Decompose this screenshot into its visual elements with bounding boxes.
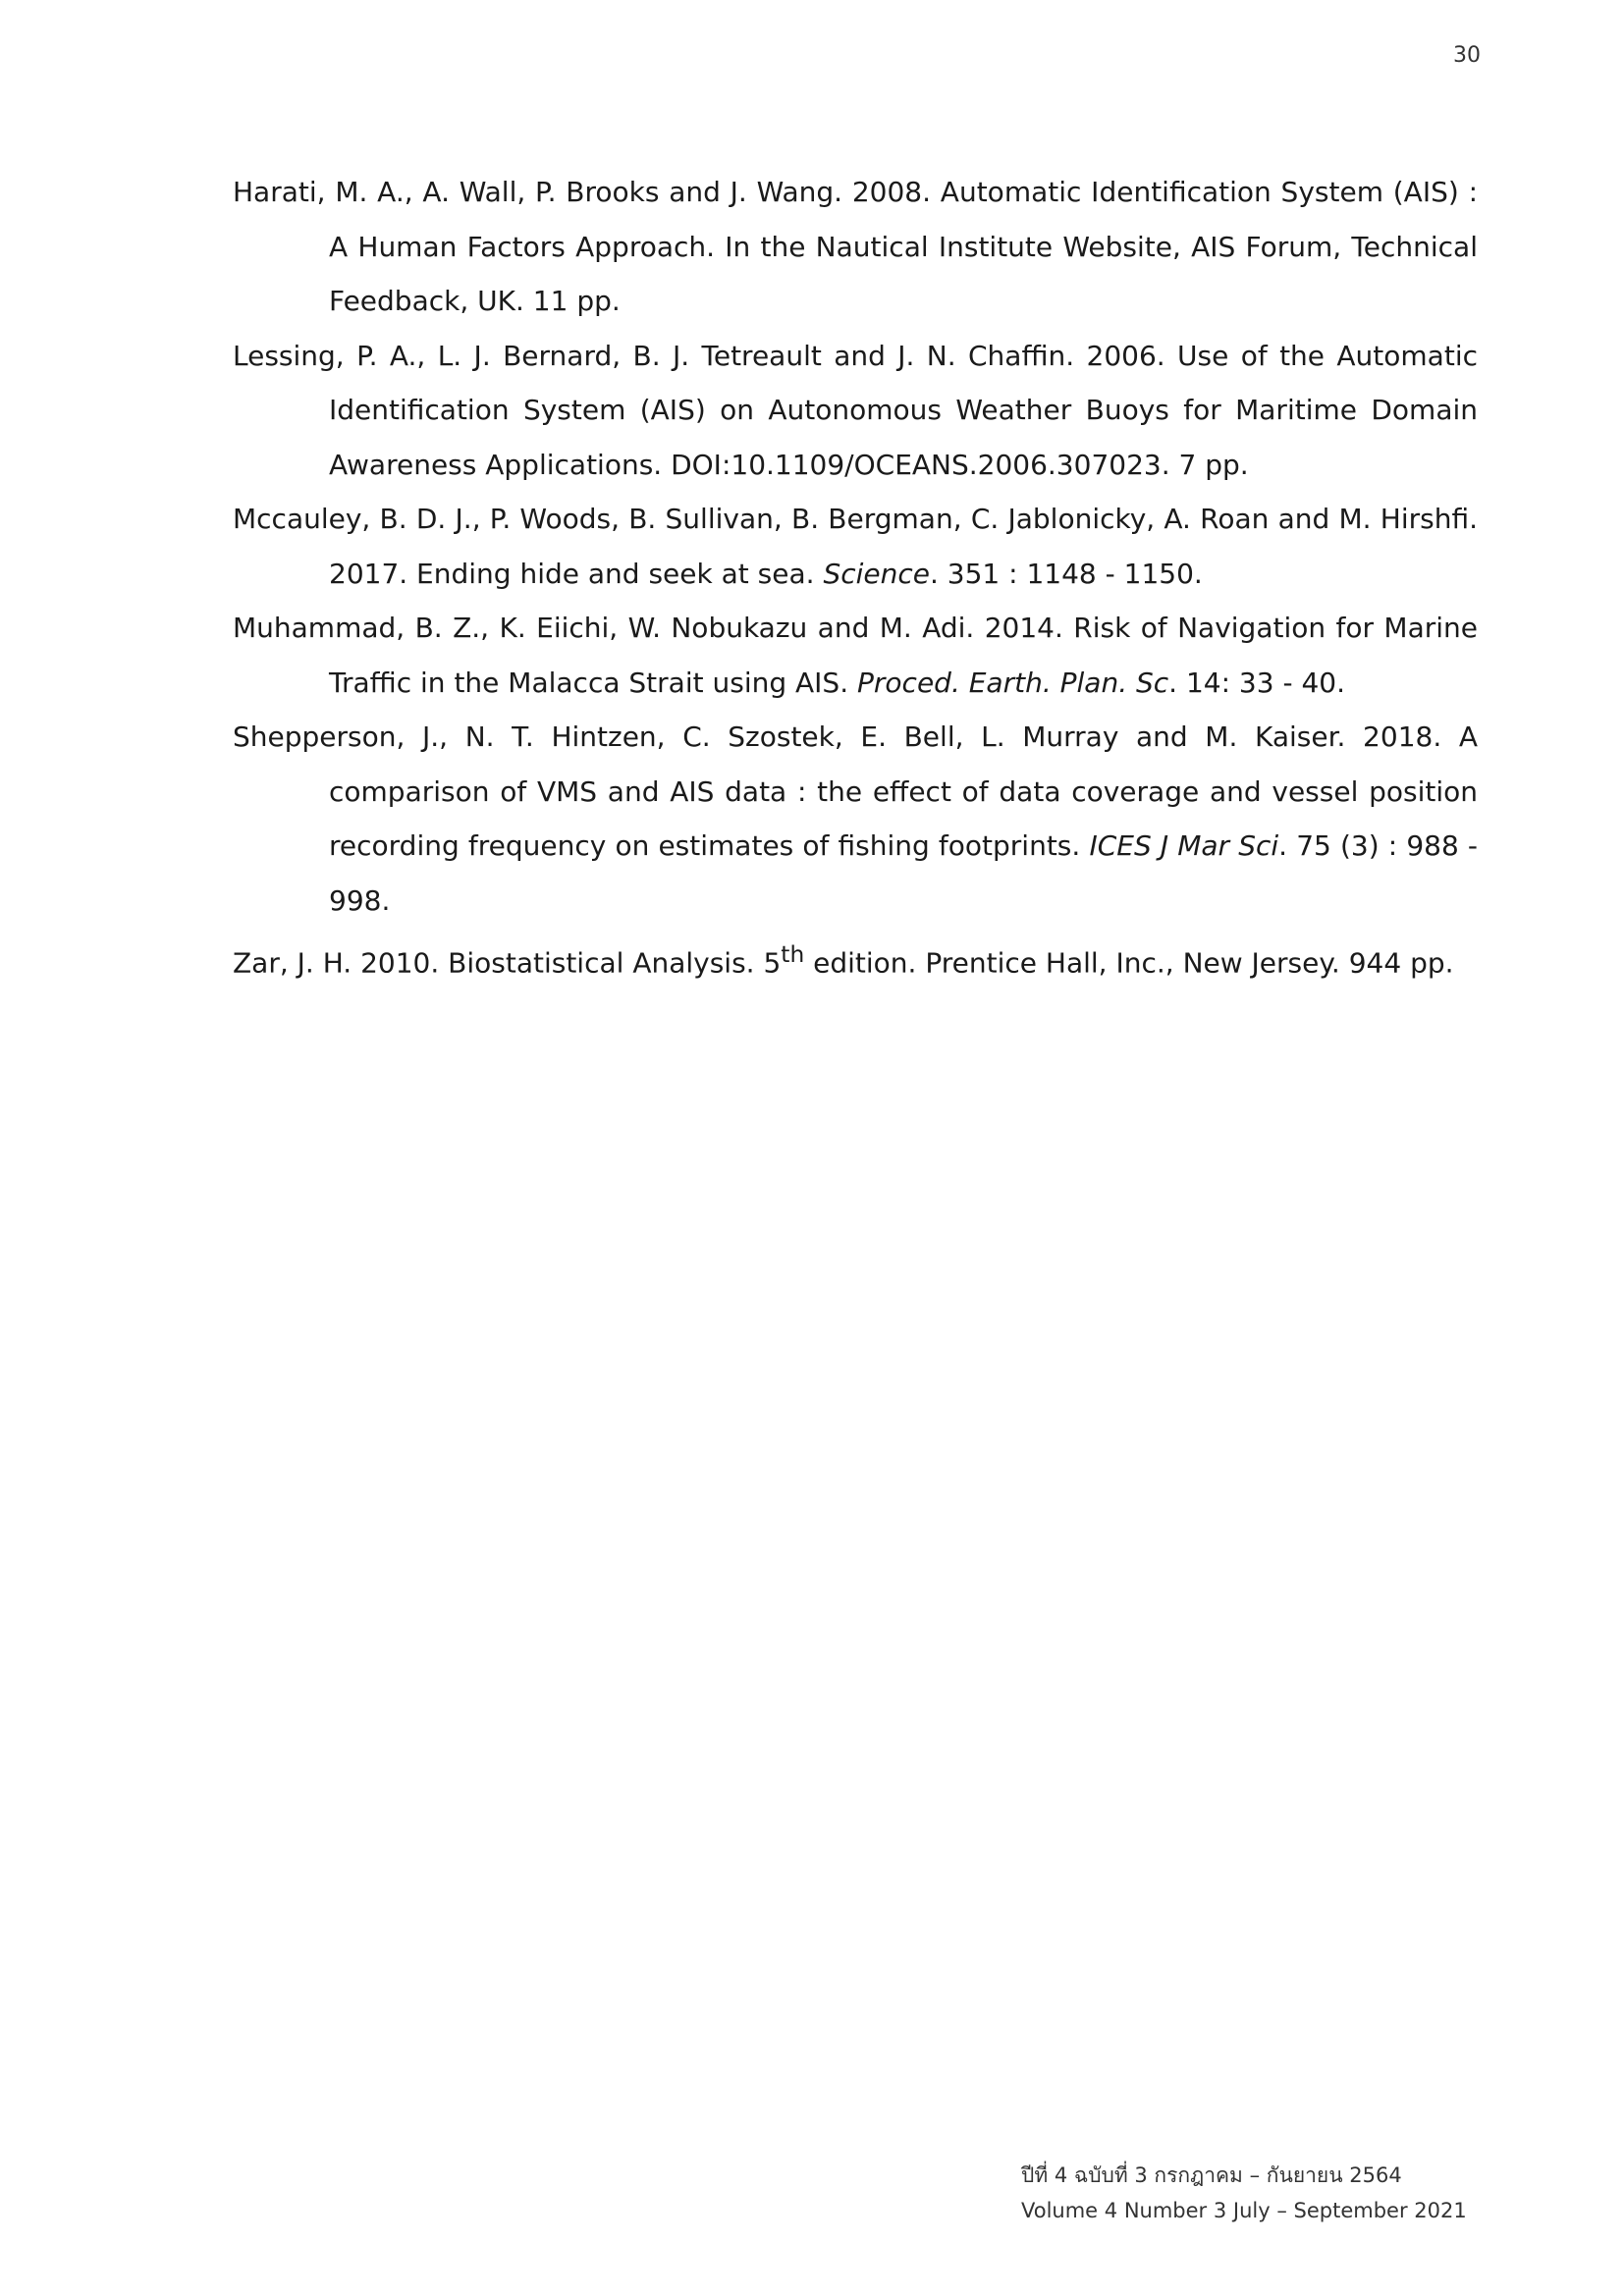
journal-name: Science [823,557,930,590]
reference-text: Mccauley, B. D. J., P. Woods, B. Sullivan, B. Bergman, C. Jablonicky, A. Roan and M. Hirshfi. 2017. Ending hide and seek at sea. [233,503,1478,590]
page-number: 30 [1453,43,1481,68]
reference-text: Muhammad, B. Z., K. Eiichi, W. Nobukazu and M. Adi. 2014. Risk of Navigation for Marine Traffic in the Malacca Strait using AIS. [233,612,1478,699]
reference-text: . 14: 33 - 40. [1168,666,1345,699]
journal-footer [1021,2158,1467,2228]
reference-text: Harati, M. A., A. Wall, P. Brooks and J. Wang. 2008. Automatic Identification System (AIS) : A Human Factors Approach. In the Nautical Institute Website, AIS Forum, Technical Feedback, UK. 11 pp. [233,176,1478,317]
reference-item [233,165,1478,329]
reference-item [233,601,1478,710]
superscript: th [781,940,805,968]
reference-text: edition. Prentice Hall, Inc., New Jersey. 944 pp. [804,946,1454,980]
reference-item [233,492,1478,601]
reference-text: Lessing, P. A., L. J. Bernard, B. J. Tetreault and J. N. Chaffin. 2006. Use of the Automatic Identification System (AIS) on Autonomous Weather Buoys for Maritime Domain Awareness Applications. DOI:10.1109/OCEANS.2006.307023. 7 pp. [233,339,1478,481]
footer-english-line: Volume 4 Number 3 July – September 2021 [1021,2199,1467,2222]
reference-text: . 75 (3) : 988 - 998. [329,829,1478,917]
footer-thai-line: ปีที่ 4 ฉบับที่ 3 กรกฎาคม – กันยายน 2564 [1021,2163,1402,2187]
reference-text: . 351 : 1148 - 1150. [930,557,1203,590]
journal-name: ICES J Mar Sci [1089,829,1279,862]
reference-item [233,928,1478,990]
reference-item [233,710,1478,928]
reference-text: Shepperson, J., N. T. Hintzen, C. Szostek, E. Bell, L. Murray and M. Kaiser. 2018. A comparison of VMS and AIS data : the effect of data coverage and vessel position recording frequency on estimates of fishing footprints. [233,721,1478,862]
journal-name: Proced. Earth. Plan. Sc [857,666,1169,699]
reference-list [233,165,1478,990]
reference-item [233,329,1478,493]
reference-text: Zar, J. H. 2010. Biostatistical Analysis. 5 [233,946,782,980]
